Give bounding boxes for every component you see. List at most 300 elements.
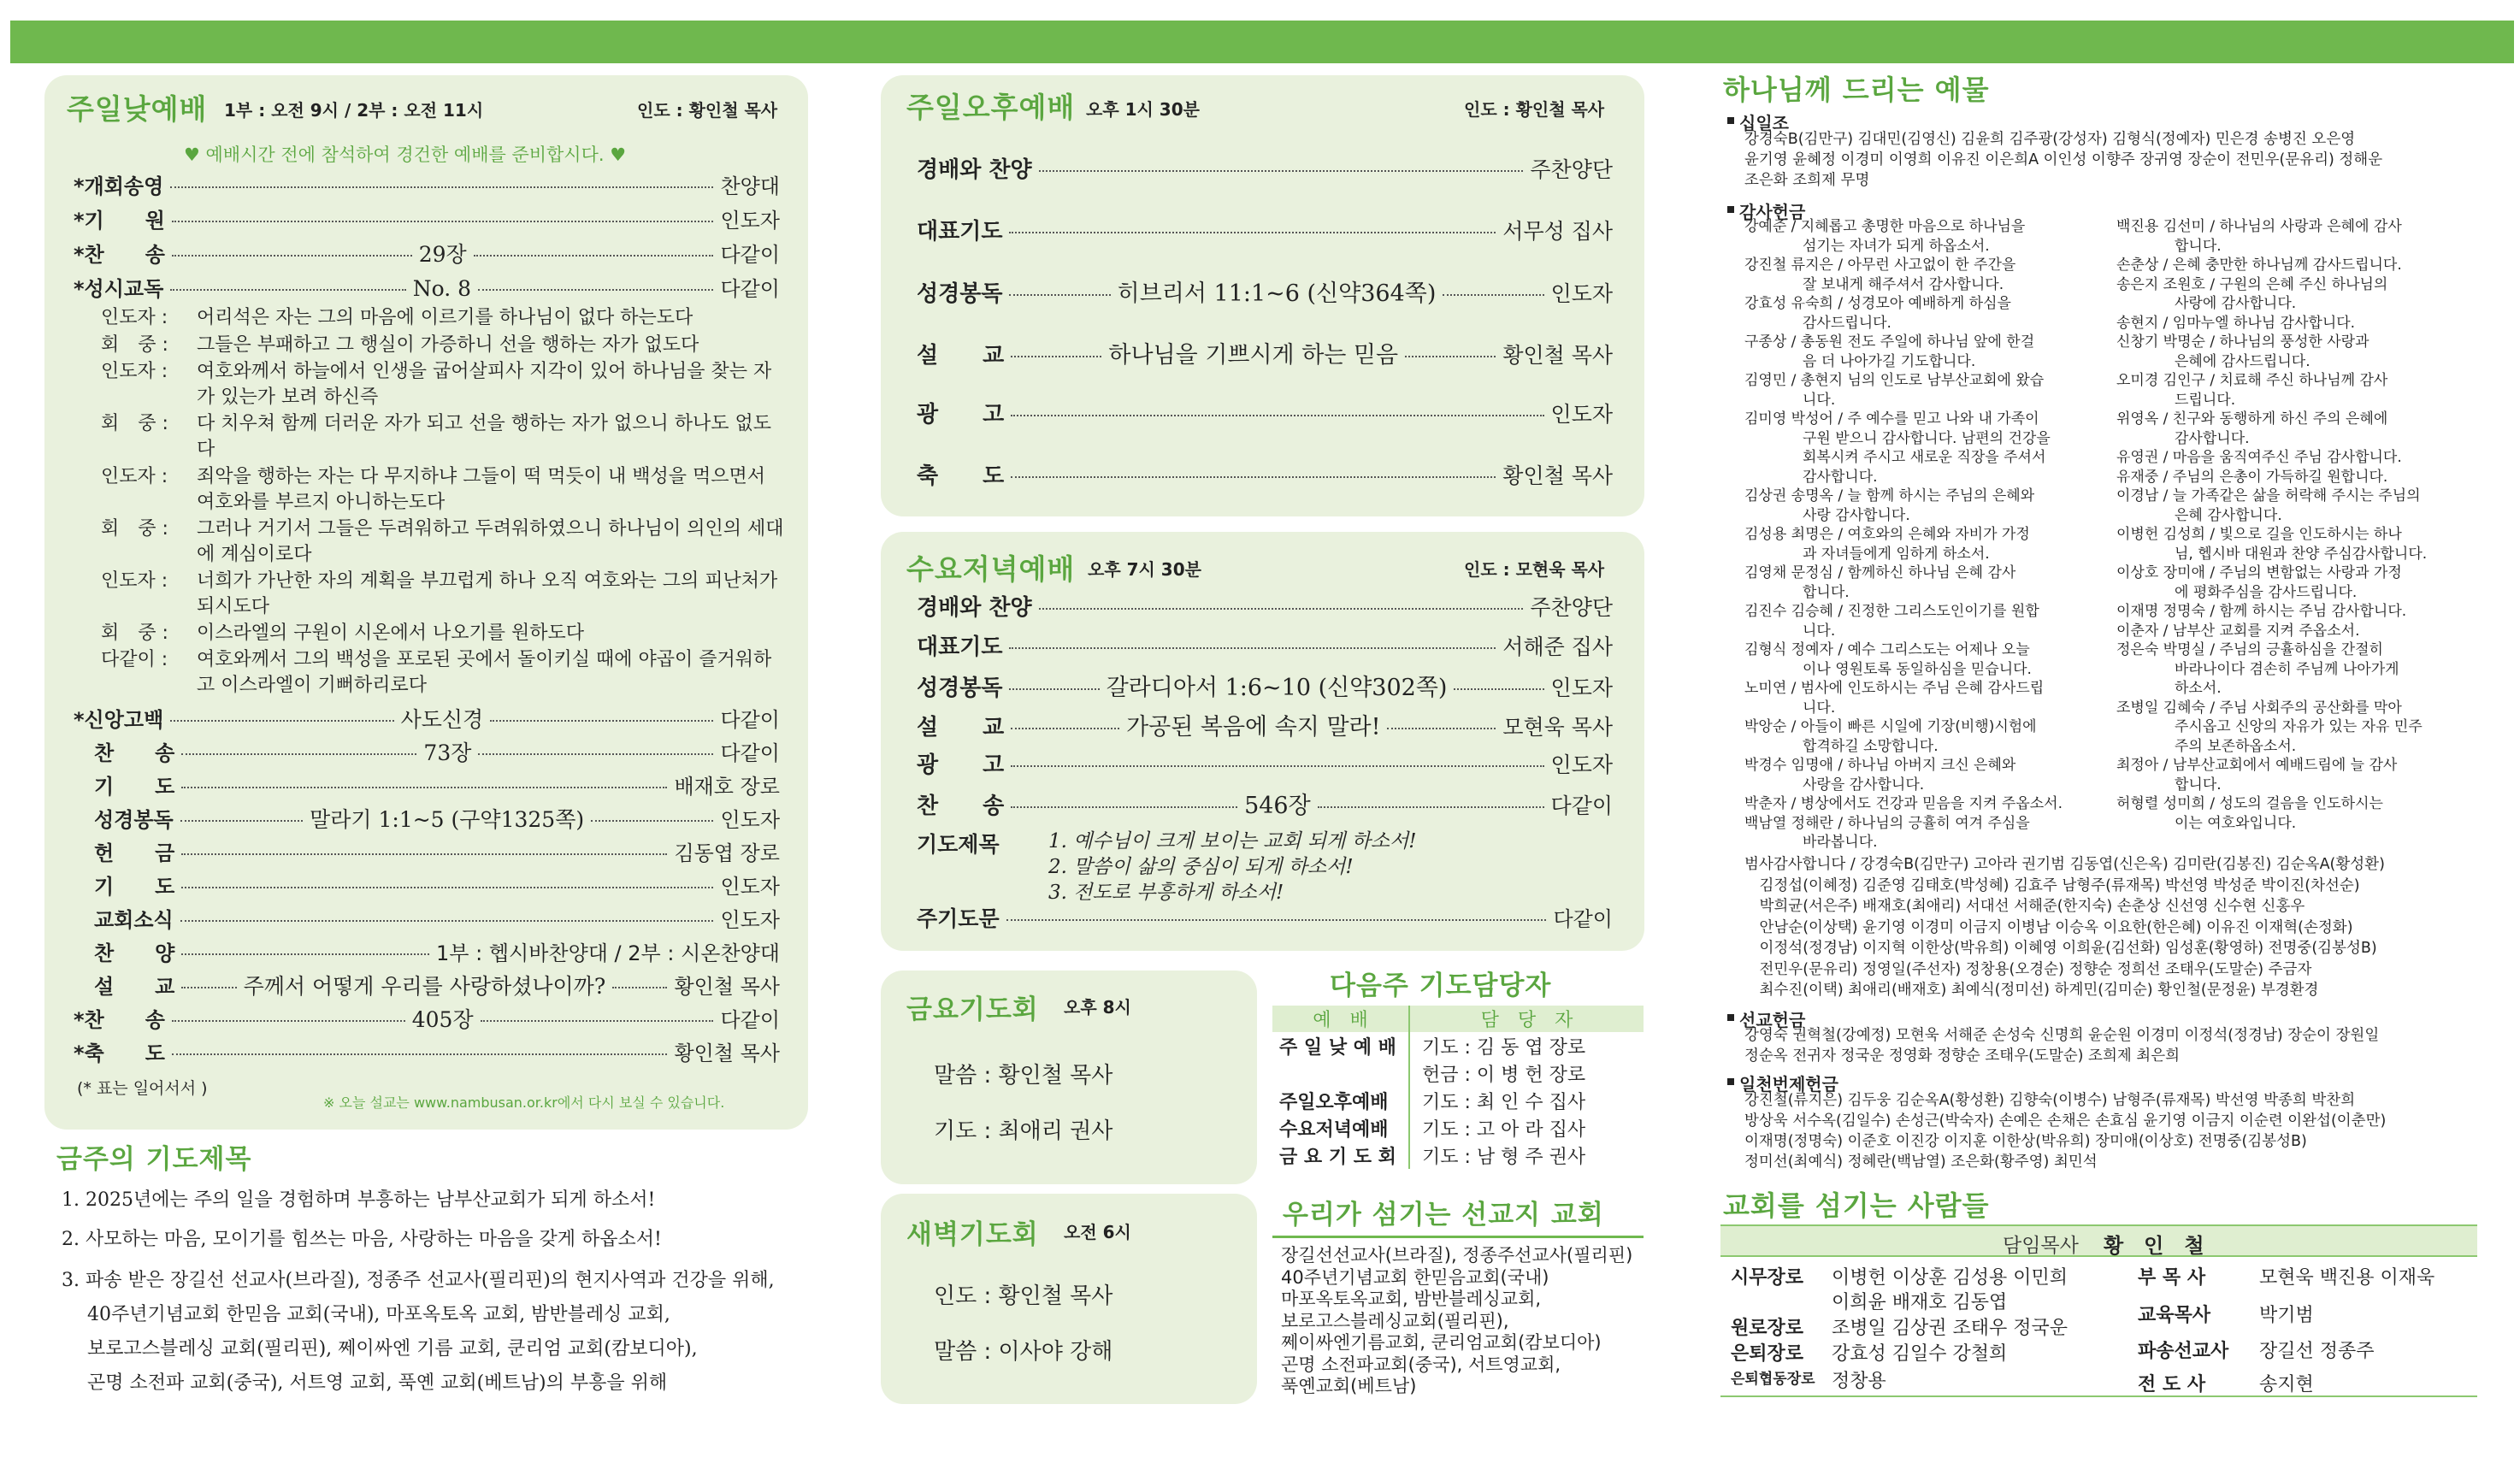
responsive-text: 여호와께서 하늘에서 인생을 굽어살피사 지각이 있어 하나님을 찾는 자가 있는가 보려 하신즉 (197, 361, 772, 408)
order-row (917, 590, 1613, 622)
wednesday-prayer-item: 2. 말씀이 삶의 중심이 되게 하소서! (1048, 856, 1354, 878)
responsive-speaker: 인도자 : (101, 307, 168, 328)
order-item: 말라기 1:1~5 (구약1325쪽) (310, 807, 585, 832)
next-week-leader: 기도 : 최 인 수 집사 (1422, 1091, 1586, 1113)
leader-dots (1011, 415, 1543, 416)
leader-dots (1443, 294, 1543, 296)
staff-role: 부 목 사 (2138, 1267, 2206, 1289)
leader-dots (1011, 476, 1496, 478)
order-item: 29장 (418, 242, 467, 267)
mission-line: 보로고스블레싱교회(필리핀), (1281, 1310, 1509, 1331)
staff-names: 정창용 (1832, 1371, 1886, 1392)
responsive-text: 이스라엘의 구원이 시온에서 나오기를 원하도다 (197, 622, 585, 644)
leader-dots (1039, 608, 1524, 610)
offering-line: 김영채 문정심 / 함께하신 하나님 은혜 감사 (1744, 564, 2016, 581)
wednesday-title: 수요저녁예배 (906, 552, 1076, 586)
responsive-line (101, 569, 785, 620)
friday-prayer: 기도 : 최애리 권사 (934, 1118, 1113, 1144)
order-row (74, 903, 780, 933)
offering-line: 김정섭(이혜정) 김준영 김태호(박성혜) 김효주 남형주(류재목) 박선영 박성준 박이진(차선순) (1744, 876, 2360, 894)
staff-names: 박기범 (2259, 1305, 2314, 1326)
order-label: 기 도 (74, 875, 175, 899)
offering-line: 은혜 감사합니다. (2116, 506, 2282, 524)
leader-dots (172, 221, 714, 222)
leader-dots (1009, 688, 1099, 690)
next-week-row (1272, 1032, 1644, 1059)
staff-names: 이병헌 이상훈 김성용 이민희 (1832, 1267, 2069, 1289)
mission-line: 곤명 소전파교회(중국), 서트영교회, (1281, 1354, 1561, 1375)
responsive-speaker: 회 중 : (101, 413, 168, 434)
offering-line: 니다. (1744, 699, 1836, 717)
order-item: 히브리서 11:1~6 (신약364쪽) (1117, 280, 1437, 307)
order-person: 인도자 (720, 875, 780, 899)
order-person: 황인철 목사 (674, 975, 780, 999)
order-person: 다같이 (720, 708, 780, 732)
order-row (917, 152, 1613, 184)
responsive-speaker: 인도자 : (101, 361, 168, 382)
sunday-pm-leader: 인도 : 황인철 목사 (1464, 99, 1605, 120)
order-row (917, 274, 1613, 308)
offering-line: 드립니다. (2116, 391, 2236, 409)
order-row (917, 458, 1613, 490)
next-week-service: 수요저녁예배 (1272, 1114, 1409, 1142)
leader-dots (1405, 356, 1496, 357)
responsive-line (101, 411, 785, 463)
responsive-line (101, 305, 785, 331)
offering-line: 하소서. (2116, 680, 2222, 697)
responsive-speaker: 다같이 : (101, 649, 168, 670)
order-label: 찬 송 (74, 741, 175, 765)
next-week-title: 다음주 기도담당자 (1330, 971, 1552, 1001)
leader-dots (1039, 170, 1524, 172)
wednesday-prayer-label: 기도제목 (917, 832, 1000, 857)
next-week-row (1272, 1087, 1644, 1114)
order-label: 광 고 (917, 752, 1005, 778)
offering-line: 감사합니다. (2116, 429, 2250, 447)
missions-title: 우리가 섬기는 선교지 교회 (1283, 1200, 1604, 1230)
offering-line: 감사합니다. (1744, 468, 1878, 486)
order-person: 서무성 집사 (1502, 218, 1613, 244)
wednesday-time: 오후 7시 30분 (1088, 559, 1201, 580)
leader-dots (172, 1020, 405, 1022)
offering-line: 오미경 김인구 / 치료해 주신 하나님께 감사 (2116, 372, 2388, 389)
order-row (917, 787, 1613, 820)
offering-line: 니다. (1744, 391, 1836, 409)
order-label: *축 도 (74, 1041, 165, 1065)
order-person: 다같이 (720, 1008, 781, 1032)
offering-line: 범사감사합니다 / 강경숙B(김만구) 고아라 권기범 김동엽(신은옥) 김미란(김봉진) 김순옥A(황성환) (1744, 856, 2385, 873)
order-row (74, 272, 780, 302)
order-label: 기 도 (74, 775, 175, 799)
order-row (74, 770, 780, 799)
offering-line: 합니다. (2116, 237, 2222, 255)
offering-line: 니다. (1744, 622, 1836, 640)
responsive-line (101, 621, 785, 646)
offering-line: 조병일 김혜숙 / 주님 사회주의 공산화를 막아 (2116, 699, 2402, 717)
staff-names: 송지현 (2259, 1374, 2314, 1395)
staff-names: 강효성 김일수 강철희 (1832, 1343, 2008, 1365)
order-label: 설 교 (917, 342, 1005, 369)
next-week-leader: 기도 : 고 아 라 집사 (1422, 1118, 1586, 1141)
order-person: 찬양대 (720, 174, 780, 198)
offering-line: 구원 받으니 감사합니다. 남편의 건강을 (1744, 429, 2051, 447)
staff-role: 교육목사 (2138, 1305, 2211, 1326)
thanks-title: 감사헌금 (1739, 202, 1806, 222)
leader-dots (1011, 765, 1543, 767)
order-label: 교회소식 (74, 908, 174, 932)
offering-line: 과 자녀들에게 임하게 하소서. (1744, 545, 1990, 563)
order-label: 성경봉독 (917, 676, 1003, 701)
leader-dots (181, 753, 416, 755)
order-label: *기 원 (74, 209, 165, 233)
mission-line: 푹옌교회(베트남) (1281, 1376, 1417, 1396)
responsive-text: 다 치우쳐 함께 더러운 자가 되고 선을 행하는 자가 없으니 하나도 없도다 (197, 413, 771, 460)
next-week-row (1272, 1114, 1644, 1142)
order-row (74, 736, 780, 767)
offering-line: 정은숙 박명실 / 주님의 긍휼하심을 간절히 (2116, 641, 2383, 658)
order-label: *신앙고백 (74, 708, 164, 732)
order-item: 가공된 복음에 속지 말라! (1126, 714, 1381, 740)
offering-line: 이정석(정경남) 이지혁 이한상(박유희) 이혜영 이희윤(김선화) 임성훈(황영하) 전명중(김봉성B) (1744, 940, 2377, 957)
leader-dots (1454, 688, 1543, 690)
leader-dots (591, 820, 713, 822)
order-person: 인도자 (720, 808, 781, 832)
offering-line: 님, 헵시바 대원과 찬양 주심감사합니다. (2116, 545, 2428, 563)
offering-line: 이춘자 / 남부산 교회를 지켜 주옵소서. (2116, 622, 2360, 640)
order-row (74, 970, 780, 1000)
offering-line: 위영옥 / 친구와 동행하게 하신 주의 은혜에 (2116, 410, 2388, 428)
offering-line: 이는 여호와입니다. (2116, 814, 2297, 832)
offering-line: 백진용 김선미 / 하나님의 사랑과 은혜에 감사 (2116, 218, 2402, 235)
prayer-topic-line: 곤명 소전파 교회(중국), 서트영 교회, 푹옌 교회(베트남)의 부흥을 위해 (87, 1372, 668, 1394)
staff-names: 모현욱 백진용 이재욱 (2259, 1267, 2435, 1289)
next-week-row (1272, 1059, 1644, 1087)
offering-line: 사랑 감사합니다. (1744, 506, 1910, 524)
offering-line: 김성용 최명은 / 여호와의 은혜와 자비가 가정 (1744, 526, 2030, 543)
offering-line: 정미선(최예식) 정혜란(백남열) 조은화(황주영) 최민석 (1744, 1153, 2098, 1171)
offering-line: 최정아 / 남부산교회에서 예배드림에 늘 감사 (2116, 757, 2398, 774)
responsive-speaker: 회 중 : (101, 334, 168, 356)
bullet-icon (1727, 206, 1734, 213)
offering-line: 노미연 / 범사에 인도하시는 주님 은혜 감사드립 (1744, 680, 2045, 697)
sunday-day-title: 주일낮예배 (67, 92, 208, 126)
leader-dots (478, 289, 713, 291)
responsive-text: 너희가 가난한 자의 계획을 부끄럽게 하나 오직 여호와는 그의 피난처가 되시도다 (197, 570, 778, 617)
leader-dots (478, 753, 713, 755)
order-label: 대표기도 (917, 634, 1003, 660)
order-label: 성경봉독 (917, 281, 1003, 307)
header-bar (10, 21, 2514, 63)
leader-dots (180, 820, 303, 822)
offering-line: 손춘상 / 은혜 충만한 하나님께 감사드립니다. (2116, 257, 2402, 274)
order-person: 황인철 목사 (674, 1041, 780, 1065)
staff-title: 교회를 섬기는 사람들 (1723, 1189, 1990, 1222)
staff-names: 장길선 정종주 (2259, 1341, 2375, 1362)
order-label: *개회송영 (74, 174, 164, 198)
offering-line: 이경남 / 늘 가족같은 삶을 허락해 주시는 주님의 (2116, 487, 2421, 504)
offering-line: 사랑을 감사합니다. (1744, 776, 1925, 794)
next-week-col-service: 예 배 (1272, 1006, 1409, 1032)
next-week-leader: 기도 : 김 동 엽 장로 (1422, 1036, 1586, 1059)
next-week-row (1272, 1142, 1644, 1169)
staff-rule (1720, 1395, 2477, 1397)
prayer-topic-line: 보로고스블레싱 교회(필리핀), 쩨이싸엔 기름 교회, 쿤리엄 교회(캄보디아), (87, 1338, 698, 1360)
order-person: 인도자 (720, 908, 780, 932)
leader-dots (180, 920, 714, 922)
responsive-text: 죄악을 행하는 자는 다 무지하냐 그들이 떡 먹듯이 내 백성을 먹으면서 여호와를 부르지 아니하는도다 (197, 466, 765, 513)
responsive-speaker: 인도자 : (101, 466, 168, 487)
friday-sermon: 말씀 : 황인철 목사 (934, 1063, 1113, 1089)
offering-line: 박춘자 / 병상에서도 건강과 믿음을 지켜 주옵소서. (1744, 795, 2063, 812)
offering-line: 최수진(이택) 최애리(배재호) 최예식(정미선) 하계민(김미순) 황인철(문정윤) 부경환경 (1744, 982, 2319, 999)
dawn-leader: 인도 : 황인철 목사 (934, 1283, 1113, 1309)
order-row (74, 936, 780, 966)
order-label: 축 도 (917, 463, 1005, 489)
dawn-time: 오전 6시 (1064, 1222, 1131, 1242)
order-item: 하나님을 기쁘시게 하는 믿음 (1108, 341, 1399, 369)
leader-dots (172, 1053, 668, 1055)
order-row (917, 629, 1613, 661)
order-row (917, 214, 1613, 245)
offering-line: 강진철 류지은 / 아무런 사고없이 한 주간을 (1744, 257, 2016, 274)
wednesday-closing-row (917, 902, 1613, 933)
order-label: 경배와 찬양 (917, 595, 1032, 621)
order-label: 찬 양 (74, 941, 175, 965)
senior-pastor-label: 담임목사 (2003, 1235, 2079, 1257)
wednesday-closing-label: 주기도문 (917, 906, 1000, 931)
next-week-service: 주일오후예배 (1272, 1087, 1409, 1114)
order-label: 설 교 (74, 975, 175, 999)
order-person: 황인철 목사 (1502, 463, 1613, 488)
prayer-topic-line: 2. 사모하는 마음, 모이기를 힘쓰는 마음, 사랑하는 마음을 갖게 하옵소서! (62, 1229, 662, 1250)
leader-dots (1011, 806, 1237, 808)
offering-line: 합니다. (2116, 776, 2222, 794)
order-row (917, 336, 1613, 369)
leader-dots (170, 289, 405, 291)
standing-footnote: (* 표는 일어서서 ) (77, 1079, 208, 1098)
staff-role: 시무장로 (1731, 1267, 1804, 1289)
responsive-line (101, 333, 785, 358)
order-row (917, 708, 1613, 741)
prayer-topic-line: 3. 파송 받은 장길선 선교사(브라질), 정종주 선교사(필리핀)의 현지사역과 건강을 위해, (62, 1270, 775, 1291)
offering-line: 회복시켜 주시고 새로운 직장을 주셔서 (1744, 449, 2046, 466)
order-person: 1부 : 헵시바찬양대 / 2부 : 시온찬양대 (436, 941, 780, 965)
next-week-leader: 헌금 : 이 병 헌 장로 (1422, 1064, 1586, 1086)
order-row (74, 238, 780, 268)
offering-line: 합니다. (1744, 583, 1850, 601)
responsive-line (101, 516, 785, 568)
order-row (917, 397, 1613, 428)
friday-time: 오후 8시 (1064, 997, 1131, 1018)
offering-line: 송은지 조원호 / 구원의 은혜 주신 하나님의 (2116, 275, 2388, 293)
order-person: 다같이 (720, 243, 781, 267)
staff-role: 파송선교사 (2138, 1341, 2229, 1362)
wednesday-leader: 인도 : 모현욱 목사 (1464, 559, 1605, 580)
order-row (74, 870, 780, 900)
order-person: 주찬양단 (1530, 595, 1613, 620)
offering-line: 사랑에 감사합니다. (2116, 295, 2297, 312)
responsive-text: 어리석은 자는 그의 마음에 이르기를 하나님이 없다 하는도다 (197, 307, 693, 328)
offering-line: 강경숙B(김만구) 김대민(김영신) 김윤희 김주광(강성자) 김형식(정예자) 민은경 송병진 오은영 (1744, 131, 2356, 148)
offering-line: 강효성 유숙희 / 성경모아 예배하게 하심을 (1744, 295, 2011, 312)
senior-pastor-name: 황 인 철 (2104, 1234, 2204, 1258)
order-person: 다같이 (720, 277, 780, 301)
leader-dots (181, 987, 236, 988)
leader-dots (490, 720, 713, 722)
prayer-topic-line: 1. 2025년에는 주의 일을 경험하며 부흥하는 남부산교회가 되게 하소서! (62, 1189, 656, 1211)
order-row (74, 803, 780, 834)
offering-line: 방상욱 서수옥(김일수) 손성근(박숙자) 손예은 손채은 손효심 윤기영 이금지 이순련 이완섭(이춘만) (1744, 1112, 2387, 1130)
order-person: 주찬양단 (1530, 157, 1613, 182)
tithe-title: 십일조 (1739, 113, 1789, 133)
offering-line: 잘 보내게 해주셔서 감사합니다. (1744, 275, 2004, 293)
leader-dots (1009, 294, 1110, 296)
responsive-text: 여호와께서 그의 백성을 포로된 곳에서 돌이키실 때에 야곱이 즐거워하고 이스라엘이 기뻐하리로다 (197, 649, 772, 696)
order-label: *성시교독 (74, 277, 164, 301)
responsive-line (101, 464, 785, 516)
order-row (917, 747, 1613, 779)
order-person: 다같이 (1550, 794, 1613, 818)
order-item: 546장 (1244, 793, 1311, 819)
offering-line: 에 평화주심을 감사드립니다. (2116, 583, 2358, 601)
order-label: 대표기도 (917, 218, 1003, 245)
responsive-speaker: 회 중 : (101, 622, 168, 644)
leader-dots (172, 255, 412, 257)
order-person: 김동엽 장로 (674, 841, 780, 865)
staff-role: 원로장로 (1731, 1318, 1804, 1339)
dawn-sermon: 말씀 : 이사야 강해 (934, 1339, 1113, 1365)
bullet-icon (1727, 1014, 1734, 1021)
leader-dots (1006, 919, 1547, 921)
offering-line: 주의 보존하옵소서. (2116, 737, 2297, 755)
order-row (74, 703, 780, 734)
offering-line: 박희균(서은주) 배재호(최애리) 서대선 서해준(한지숙) 손춘상 신선영 신수현 신홍우 (1744, 898, 2305, 915)
order-row (74, 169, 780, 199)
offering-line: 허형렬 성미희 / 성도의 걸음을 인도하시는 (2116, 795, 2383, 812)
offering-line: 유영권 / 마음을 움직여주신 주님 감사합니다. (2116, 449, 2402, 466)
offering-line: 안남순(이상택) 윤기영 이경미 이금지 이병남 이승옥 이요한(한은혜) 이유진 이재혁(손정화) (1744, 918, 2353, 936)
offering-line: 이병헌 김성희 / 빛으로 길을 인도하시는 하나 (2116, 526, 2402, 543)
order-item: 주께서 어떻게 우리를 사랑하셨나이까? (243, 974, 606, 999)
order-person: 다같이 (720, 741, 780, 765)
sermon-web-note[interactable]: ※ 오늘 설교는 www.nambusan.or.kr에서 다시 보실 수 있습니다. (323, 1094, 725, 1111)
wednesday-closing-right: 다같이 (1553, 907, 1613, 931)
order-row (917, 669, 1613, 702)
offering-line: 윤기영 윤혜정 이경미 이영희 이유진 이은희A 이인성 이향주 장귀영 장순이 전민우(문유리) 정해운 (1744, 151, 2383, 168)
order-label: 경배와 찬양 (917, 157, 1032, 183)
oneone-title: 일천번제헌금 (1739, 1074, 1838, 1094)
next-week-table (1272, 1006, 1644, 1169)
leader-dots (181, 787, 667, 788)
leader-dots (181, 953, 429, 955)
offering-line: 유재중 / 주님의 은총이 가득하길 원합니다. (2116, 468, 2388, 486)
sunday-day-notice: ♥ 예배시간 전에 참석하여 경건한 예배를 준비합시다. ♥ (184, 145, 627, 165)
offering-line: 감사드립니다. (1744, 314, 1891, 332)
order-row (74, 1003, 780, 1034)
offering-line: 백남열 정해란 / 하나님의 긍휼히 여겨 주심을 (1744, 814, 2030, 832)
leader-dots (170, 186, 713, 188)
mission-line: 40주년기념교회 한믿음교회(국내) (1281, 1266, 1549, 1288)
sunday-day-times: 1부 : 오전 9시 / 2부 : 오전 11시 (224, 100, 484, 121)
responsive-text: 그들은 부패하고 그 행실이 가증하니 선을 행하는 자가 없도다 (197, 334, 699, 356)
offering-line: 김상권 송명옥 / 늘 함께 하시는 주님의 은혜와 (1744, 487, 2035, 504)
offering-line: 김형식 정예자 / 예수 그리스도는 어제나 오늘 (1744, 641, 2030, 658)
offering-line: 이재명 정명숙 / 함께 하시는 주님 감사합니다. (2116, 603, 2407, 620)
staff-names: 조병일 김상권 조태우 정국운 (1832, 1318, 2069, 1339)
offering-line: 구종상 / 총동원 전도 주일에 하나님 앞에 한걸 (1744, 333, 2035, 351)
offering-line: 이재명(정명숙) 이준호 이진강 이지훈 이한상(박유희) 장미애(이상호) 전명중(김봉성B) (1744, 1133, 2307, 1150)
leader-dots (181, 853, 667, 855)
offering-line: 섬기는 자녀가 되게 하옵소서. (1744, 237, 1990, 255)
order-item: 73장 (423, 740, 472, 765)
bullet-icon (1727, 117, 1734, 124)
offering-line: 강영숙 권혁철(강예정) 모현욱 서해준 손성숙 신명희 윤순원 이경미 이정석(정경남) 장순이 장원일 (1744, 1027, 2380, 1044)
offering-line: 전민우(문유리) 정영일(주선자) 정창용(오경순) 정향순 정희선 조태우(도말순) 주금자 (1744, 960, 2312, 978)
leader-dots (612, 987, 667, 988)
order-person: 황인철 목사 (1502, 342, 1614, 368)
staff-header (1720, 1224, 2477, 1257)
offering-line: 주시옵고 신앙의 자유가 있는 자유 민주 (2116, 718, 2423, 735)
leader-dots (1009, 647, 1496, 649)
responsive-line (101, 359, 785, 410)
order-person: 배재호 장로 (674, 775, 780, 799)
next-week-leader: 기도 : 남 형 주 권사 (1422, 1146, 1586, 1168)
responsive-speaker: 회 중 : (101, 518, 168, 540)
order-item: No. 8 (412, 276, 472, 301)
offering-line: 송현지 / 임마누엘 하나님 감사합니다. (2116, 314, 2356, 332)
offering-line: 이상호 장미애 / 주님의 변함없는 사랑과 가정 (2116, 564, 2402, 581)
offering-line: 박경수 임명애 / 하나님 아버지 크신 은혜와 (1744, 757, 2016, 774)
order-item: 갈라디아서 1:6~10 (신약302쪽) (1106, 675, 1448, 701)
leader-dots (1318, 806, 1544, 808)
staff-names: 이희윤 배재호 김동엽 (1832, 1292, 2008, 1313)
leader-dots (1011, 356, 1101, 357)
offering-line: 강진철(류지은) 김두웅 김순옥A(황성환) 김향숙(이병수) 남형주(류재목) 박선영 박종희 박찬희 (1744, 1092, 2356, 1109)
prayer-topics-title: 금주의 기도제목 (56, 1144, 252, 1175)
order-item: 사도신경 (400, 707, 484, 732)
prayer-topic-line: 40주년기념교회 한믿음 교회(국내), 마포옥토옥 교회, 밤반블레싱 교회, (87, 1304, 670, 1325)
order-row (74, 1036, 780, 1066)
responsive-line (101, 647, 785, 699)
order-row (74, 204, 780, 233)
offering-line: 김영민 / 총현지 님의 인도로 남부산교회에 왔습 (1744, 372, 2045, 389)
friday-title: 금요기도회 (906, 994, 1039, 1025)
leader-dots (170, 720, 393, 722)
order-person: 인도자 (720, 209, 780, 233)
staff-role: 전 도 사 (2138, 1374, 2206, 1395)
mission-offering-title: 선교헌금 (1739, 1010, 1806, 1030)
leader-dots (1011, 728, 1119, 729)
offering-line: 이나 영원토록 동일하심을 믿습니다. (1744, 660, 2032, 678)
mission-line: 장길선선교사(브라질), 정종주선교사(필리핀) (1281, 1245, 1633, 1266)
offering-line: 신창기 박명순 / 하나님의 풍성한 사랑과 (2116, 333, 2370, 351)
offering-line: 박앙순 / 아들이 빠른 시일에 기장(비행)시험에 (1744, 718, 2037, 735)
mission-line: 쩨이싸엔기름교회, 쿤리엄교회(캄보디아) (1281, 1332, 1602, 1353)
order-label: *찬 송 (74, 1008, 165, 1032)
bullet-icon (1727, 1078, 1734, 1085)
mission-line: 마포옥토옥교회, 밤반블레싱교회, (1281, 1289, 1542, 1309)
leader-dots (1387, 728, 1496, 729)
order-person: 모현욱 목사 (1502, 715, 1614, 740)
order-row (74, 836, 780, 866)
order-label: *찬 송 (74, 243, 165, 267)
offering-line: 바라나이다 겸손히 주님께 나아가게 (2116, 660, 2399, 678)
order-person: 인도자 (1550, 676, 1613, 700)
order-person: 인도자 (1550, 752, 1613, 777)
staff-role: 은퇴협동장로 (1731, 1371, 1815, 1388)
sunday-pm-time: 오후 1시 30분 (1086, 99, 1200, 120)
order-label: 광 고 (917, 402, 1005, 428)
